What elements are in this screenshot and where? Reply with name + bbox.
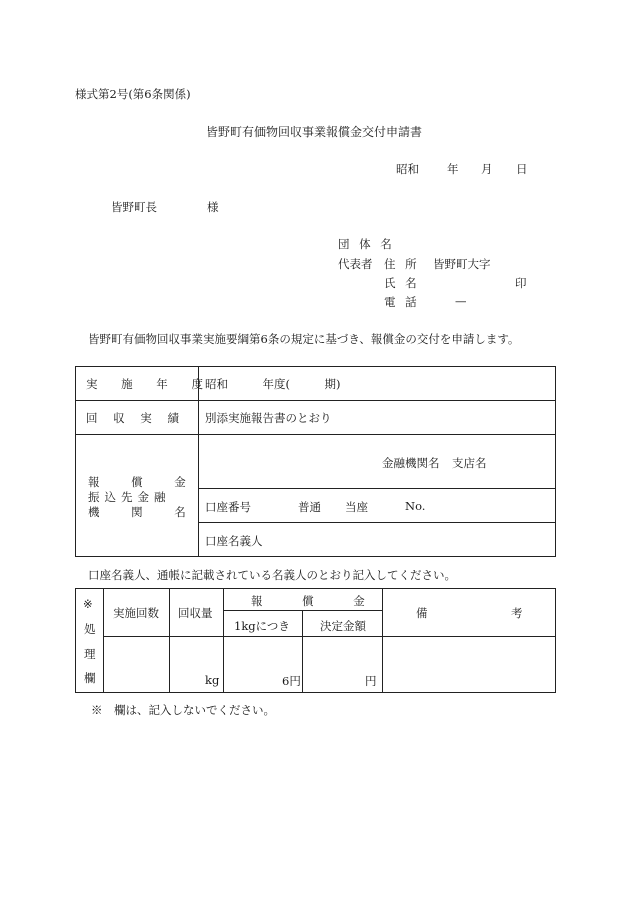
application-table bbox=[75, 366, 556, 557]
footnote: ※ 欄は、記入しないでください。 bbox=[91, 703, 275, 717]
name-label: 氏 名 bbox=[384, 276, 420, 290]
col-per-kg-header: 1kgにつき bbox=[234, 619, 290, 633]
addressee-name: 皆野町長 bbox=[111, 200, 157, 214]
seal-mark: 印 bbox=[515, 276, 527, 290]
date-year-label: 年 bbox=[447, 162, 459, 176]
bank-label-line1: 報 償 金 bbox=[88, 475, 200, 489]
ordinary-option: 普通 bbox=[298, 500, 321, 514]
bank-label-line3: 機 関 名 bbox=[88, 505, 200, 519]
phone-label: 電 話 bbox=[384, 295, 420, 309]
address-label: 住 所 bbox=[384, 257, 420, 271]
col-remarks-header-1: 備 bbox=[416, 606, 428, 620]
representative-label: 代表者 bbox=[338, 257, 373, 271]
number-label: No. bbox=[405, 499, 426, 513]
rate-value: 6円 bbox=[282, 674, 301, 688]
col-amount-header: 回収量 bbox=[178, 606, 213, 620]
year-value: 昭和 年度( 期) bbox=[205, 377, 341, 391]
bank-label-line2: 振込先金融 bbox=[88, 490, 171, 504]
mark-symbol: ※ bbox=[83, 597, 93, 611]
form-number: 様式第2号(第6条関係) bbox=[75, 87, 191, 101]
unit-yen: 円 bbox=[365, 674, 377, 688]
addressee-honorific: 様 bbox=[207, 200, 219, 214]
year-label: 実 施 年 度 bbox=[86, 377, 207, 391]
address-value: 皆野町大字 bbox=[433, 257, 491, 271]
col-decided-header: 決定金額 bbox=[320, 619, 366, 633]
date-month-label: 月 bbox=[481, 162, 493, 176]
processing-table bbox=[75, 588, 556, 693]
page-title: 皆野町有価物回収事業報償金交付申請書 bbox=[206, 125, 423, 139]
current-option: 当座 bbox=[345, 500, 368, 514]
col-reward-header: 報 償 金 bbox=[251, 594, 383, 608]
side-label-2: 理 bbox=[84, 647, 96, 661]
branch-label: 支店名 bbox=[452, 456, 487, 470]
account-holder-label: 口座名義人 bbox=[205, 534, 263, 548]
group-name-label: 団 体 名 bbox=[338, 237, 395, 251]
results-label: 回 収 実 績 bbox=[86, 411, 185, 425]
account-number-label: 口座番号 bbox=[205, 500, 251, 514]
bank-name-label: 金融機関名 bbox=[382, 456, 440, 470]
col-count-header: 実施回数 bbox=[113, 606, 159, 620]
side-label-1: 処 bbox=[84, 622, 96, 636]
phone-dash: — bbox=[455, 294, 467, 308]
date-day-label: 日 bbox=[516, 162, 528, 176]
statement: 皆野町有価物回収事業実施要綱第6条の規定に基づき、報償金の交付を申請します。 bbox=[88, 332, 520, 346]
unit-kg: kg bbox=[205, 673, 220, 687]
holder-note: 口座名義人、通帳に記載されている名義人のとおり記入してください。 bbox=[88, 568, 456, 582]
results-value: 別添実施報告書のとおり bbox=[205, 411, 332, 425]
side-label-3: 欄 bbox=[84, 671, 96, 685]
date-era: 昭和 bbox=[396, 162, 419, 176]
col-remarks-header-2: 考 bbox=[511, 606, 523, 620]
